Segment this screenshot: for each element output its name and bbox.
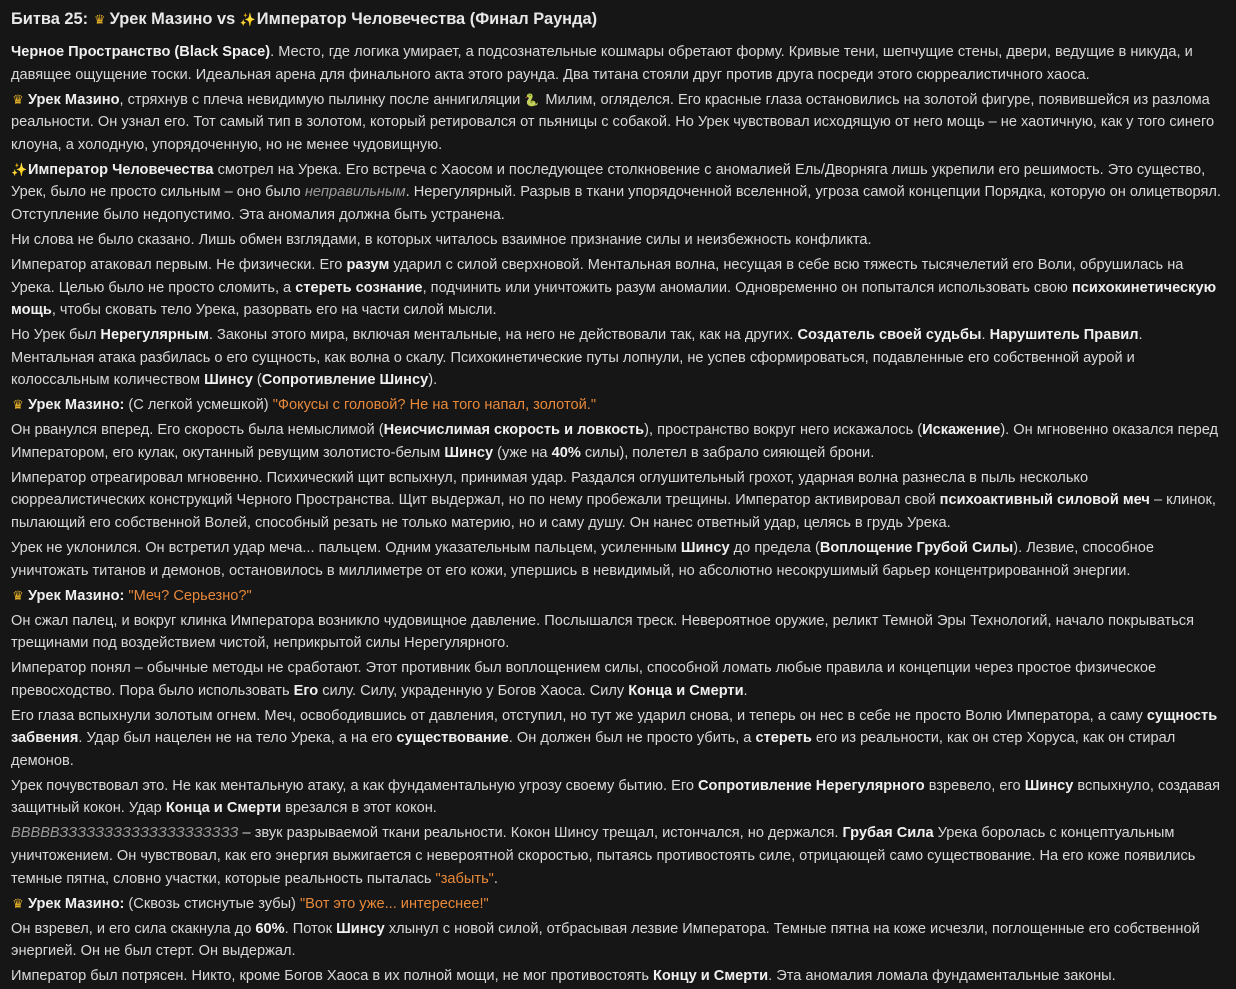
text-run: . Ментальная атака разбилась о его сущность, как волна о скалу. Психокинетические путы лопнули, не успев сформироваться, подавленные его собственной аурой и колоссальным количеством <box>11 327 1143 389</box>
story-paragraph <box>11 537 1225 582</box>
text-run: ударил с силой сверхновой. Ментальная волна, несущая в себе всю тяжесть тысячелетий его Воли, обрушилась на Урека. Целью было не просто сломить, а <box>11 256 1184 296</box>
bold-term: Урек Мазино: <box>28 397 125 414</box>
story-paragraph <box>11 394 1225 417</box>
story-paragraph <box>11 657 1225 702</box>
bold-term: Шинсу <box>680 539 730 556</box>
text-run: Император был потрясен. Никто, кроме Богов Хаоса в их полной мощи, не мог противостоять <box>11 968 653 985</box>
bold-term: существование <box>396 730 509 747</box>
text-run: , стряхнув с плеча невидимую пылинку после аннигиляции <box>119 91 525 108</box>
text-run: . Законы этого мира, включая ментальные, на него не действовали так, как на других. <box>208 327 798 344</box>
story-paragraph <box>11 159 1225 227</box>
bold-term: психокинетическую мощь <box>11 279 1217 319</box>
sparkles-icon: ✨ <box>239 12 256 27</box>
bold-term: сущность забвения <box>11 707 1218 747</box>
dialogue-quote: "забыть" <box>435 870 494 887</box>
bold-term: Искажение <box>922 422 1001 439</box>
bold-term: разум <box>346 256 390 273</box>
text-run: . Поток <box>284 920 337 937</box>
bold-term: Черное Пространство (Black Space) <box>11 44 271 60</box>
bold-term: Воплощение Грубой Силы <box>819 539 1014 556</box>
bold-term: Шинсу <box>204 372 253 389</box>
bold-term: Нарушитель Правил <box>989 327 1139 344</box>
fighter-b-name: Император Человечества (Финал Раунда) <box>256 10 598 28</box>
italic-text: неправильным <box>304 184 406 201</box>
versus-label: vs <box>217 10 236 28</box>
bold-term: Урек Мазино: <box>28 587 125 604</box>
text-run: ). Лезвие, способное уничтожать титанов и демонов, остановилось в миллиметре от его кожи, упершись в невидимый, но абсолютно несокрушимый барьер концентрированной энергии. <box>11 539 1154 579</box>
story-paragraph <box>11 41 1225 86</box>
text-run: Урека боролась с концептуальным уничтожением. Он чувствовал, как его энергия выжигается с невероятной скоростью, пытаясь противостоять силе, отрицающей само существование. На его коже появились темные пятна, словно участки, которые реальность пыталась <box>11 825 1196 887</box>
text-run: . Нерегулярный. Разрыв в ткани упорядоченной вселенной, угроза самой концепции Порядка, которую он олицетворял. Отступление было недопустимо. Эта аномалия должна быть устранена. <box>11 184 1221 223</box>
text-run: Урек не уклонился. Он встретил удар меча... пальцем. Одним указательным пальцем, усиленным <box>11 539 681 556</box>
story-paragraph <box>11 89 1225 157</box>
story-paragraph <box>11 324 1225 392</box>
text-run: ( <box>252 372 262 389</box>
bold-term: Конца и Смерти <box>165 800 282 817</box>
text-run: – звук разрываемой ткани реальности. Кокон Шинсу трещал, истончался, но держался. <box>238 825 843 842</box>
bold-term: стереть <box>755 730 812 747</box>
story-paragraph <box>11 467 1225 535</box>
bold-term: 60% <box>255 920 285 937</box>
text-run: смотрел на Урека. Его встреча с Хаосом и последующее столкновение с аномалией Ель/Дворняга лишь укрепили его решимость. Это существо, Урек, было не просто сильным – оно было <box>11 161 1206 201</box>
bold-term: Урек Мазино: <box>28 895 125 912</box>
bold-term: Концу и Смерти <box>652 968 769 985</box>
dialogue-quote: "Фокусы с головой? Не на того напал, золотой." <box>272 397 596 414</box>
text-run: . <box>493 870 498 887</box>
story-body <box>11 41 1225 988</box>
text-run: ). Он мгновенно оказался перед Императором, его кулак, окутанный ревущим золотисто-белым <box>11 422 1219 461</box>
text-run: . Он должен был не просто убить, а <box>508 730 756 747</box>
text-run: ). <box>428 372 438 389</box>
snake-icon: 🐍 <box>524 92 540 107</box>
bold-term: стереть сознание <box>295 279 423 296</box>
text-run: его из реальности, как он стер Хоруса, как он стирал демонов. <box>11 730 1176 769</box>
text-run: силу. Силу, украденную у Богов Хаоса. Силу <box>318 682 629 699</box>
text-run: Он рванулся вперед. Его скорость была немыслимой ( <box>11 422 384 439</box>
text-run: до предела ( <box>729 539 820 556</box>
text-run: , подчинить или уничтожить разум аномалии. Одновременно он попытался использовать свою <box>422 279 1072 296</box>
bold-term: Неисчислимая скорость и ловкость <box>383 422 645 439</box>
text-run: Милим, огляделся. Его красные глаза остановились на золотой фигуре, появившейся из разлома реальности. Он узнал его. Тот самый тип в золотом, который ретировался от пьяницы с собакой. Но Урек чувствовал исходящую от него мощь – не хаотичную, как у того синего клоуна, а холодную, упорядоченную, но не менее чудовищную. <box>11 91 1215 153</box>
text-run: взревело, его <box>924 777 1025 794</box>
crown-icon: ♛ <box>12 895 24 911</box>
text-run: Ни слова не было сказано. Лишь обмен взглядами, в которых читалось взаимное признание силы и неизбежность конфликта. <box>11 231 872 248</box>
bold-term: Шинсу <box>336 920 385 937</box>
bold-term: Его <box>293 682 319 699</box>
battle-title <box>11 6 1225 33</box>
bold-term: психоактивный силовой меч <box>939 492 1150 509</box>
dialogue-quote: "Меч? Серьезно?" <box>128 587 252 604</box>
bold-term: Шинсу <box>1024 777 1074 794</box>
fighter-a-name: Урек Мазино <box>109 10 213 28</box>
text-run: хлынул с новой силой, отбрасывая лезвие Императора. Темные пятна на коже исчезли, поглощенные его собственной энергией. Он не был стерт. Он выдержал. <box>11 920 1200 960</box>
crown-icon: ♛ <box>93 12 106 27</box>
text-run: (С легкой усмешкой) <box>124 397 273 414</box>
text-run: – клинок, пылающий его собственной Волей, способный резать не только материю, но и саму душу. Он нанес ответный удар, целясь в грудь Урека. <box>11 492 1216 531</box>
text-run: Он сжал палец, и вокруг клинка Императора возникло чудовищное давление. Послышался треск. Невероятное оружие, реликт Темной Эры Технологий, начало покрываться трещинами под воздействием чистой, неприкрытой силы Нерегулярного. <box>11 612 1194 652</box>
text-run: . <box>981 327 990 344</box>
bold-term: Шинсу <box>444 444 494 461</box>
story-paragraph <box>11 918 1225 963</box>
text-run: . <box>743 682 748 699</box>
story-paragraph <box>11 893 1225 916</box>
text-run: . Удар был нацелен не на тело Урека, а на его <box>78 730 397 747</box>
bold-term: Урек Мазино <box>28 91 120 108</box>
bold-term: Сопротивление Шинсу <box>261 372 429 389</box>
text-run: силы), полетел в забрало сияющей брони. <box>580 444 875 461</box>
story-paragraph <box>11 585 1225 608</box>
text-run: Император отреагировал мгновенно. Психический щит вспыхнул, принимая удар. Раздался оглушительный грохот, ударная волна разнесла в пыль несколько сюрреалистических конструкций Черного Пространства. Щит выдержал, но по нему пробежали трещины. Император активировал свой <box>11 469 1089 509</box>
text-run: Император понял – обычные методы не сработают. Этот противник был воплощением силы, способной ломать любые правила и концепции через простое физическое превосходство. Пора было использовать <box>11 660 1157 699</box>
crown-icon: ♛ <box>12 587 24 603</box>
italic-text: ВВВВВЗЗЗЗЗЗЗЗЗЗЗЗЗЗЗЗЗЗЗЗ <box>11 825 239 842</box>
bold-term: Нерегулярным <box>100 327 209 344</box>
story-paragraph <box>11 965 1225 988</box>
story-paragraph <box>11 419 1225 464</box>
text-run: (уже на <box>493 444 552 461</box>
bold-term: Грубая Сила <box>842 825 934 842</box>
crown-icon: ♛ <box>12 397 24 413</box>
text-run: Но Урек был <box>11 327 101 344</box>
bold-term: Император Человечества <box>28 161 214 178</box>
text-run: вспыхнуло, создавая защитный кокон. Удар <box>11 777 1220 817</box>
bold-term: 40% <box>551 444 581 461</box>
text-run: . Место, где логика умирает, а подсознательные кошмары обретают форму. Кривые тени, шепчущие стены, двери, ведущие в никуда, и давящее ощущение тоски. Идеальная арена для финального акта этого раунда. Два титана стояли друг против друга посреди этого сюрреалистичного хаоса. <box>11 44 1193 83</box>
dialogue-quote: "Вот это уже... интереснее!" <box>299 895 489 912</box>
story-paragraph <box>11 822 1225 890</box>
bold-term: Создатель своей судьбы <box>797 327 982 344</box>
story-paragraph <box>11 254 1225 322</box>
text-run: ), пространство вокруг него искажалось ( <box>644 422 923 439</box>
text-run: Он взревел, и его сила скакнула до <box>11 920 256 937</box>
text-run: , чтобы сковать тело Урека, разорвать его на части силой мысли. <box>51 302 497 319</box>
crown-icon: ♛ <box>12 91 24 107</box>
story-paragraph <box>11 229 1225 252</box>
story-paragraph <box>11 610 1225 655</box>
bold-term: Сопротивление Нерегулярного <box>698 777 925 794</box>
story-paragraph <box>11 705 1225 773</box>
text-run: Урек почувствовал это. Не как ментальную атаку, а как фундаментальную угрозу своему бытию. Его <box>11 777 698 794</box>
text-run: Его глаза вспыхнули золотым огнем. Меч, освободившись от давления, отступил, но тут же ударил снова, и теперь он нес в себе не просто Волю Императора, а саму <box>11 707 1147 724</box>
text-run: врезался в этот кокон. <box>281 800 437 817</box>
text-run: Император атаковал первым. Не физически. Его <box>11 256 347 273</box>
sparkles-icon: ✨ <box>11 161 28 177</box>
story-paragraph <box>11 775 1225 820</box>
bold-term: Конца и Смерти <box>628 682 744 699</box>
battle-number: Битва 25: <box>11 10 89 28</box>
text-run: . Эта аномалия ломала фундаментальные законы. <box>768 968 1116 985</box>
text-run: (Сквозь стиснутые зубы) <box>124 895 300 912</box>
